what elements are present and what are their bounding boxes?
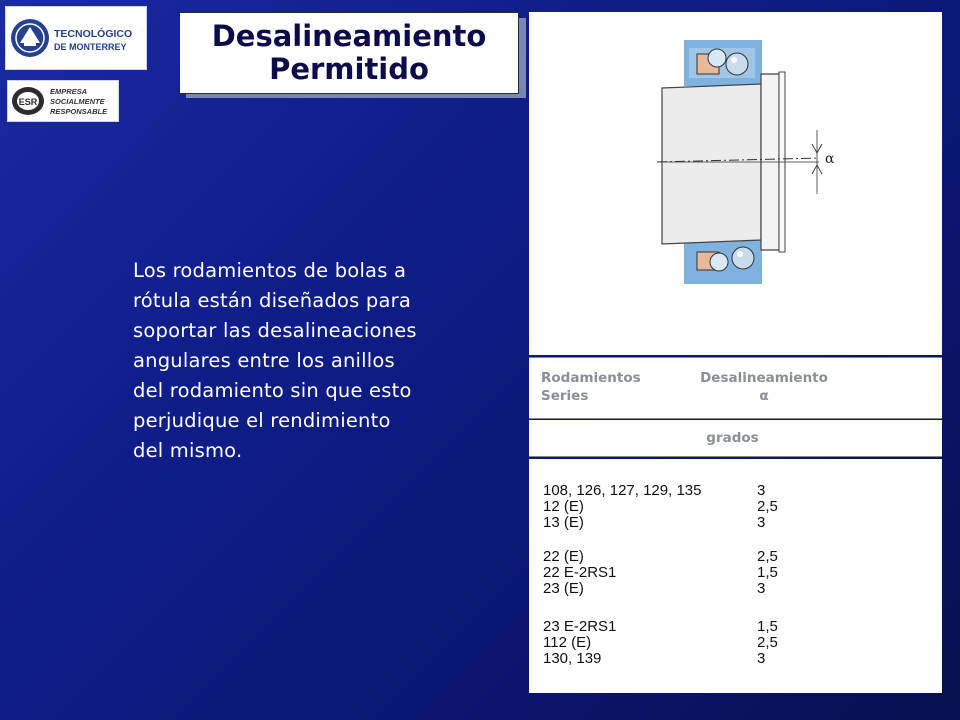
esr-line3: RESPONSABLE <box>50 107 108 116</box>
value-cell: 1,5 <box>757 618 778 635</box>
description-line: Los rodamientos de bolas a <box>133 259 407 282</box>
esr-line2: SOCIALMENTE <box>50 97 105 106</box>
series-cell: 13 (E) <box>543 514 584 531</box>
units-label: grados <box>706 430 759 446</box>
series-cell: 112 (E) <box>543 634 592 651</box>
bearing-diagram <box>529 12 942 355</box>
misalignment-table <box>529 459 942 693</box>
series-cell: 12 (E) <box>543 498 584 515</box>
header-misalignment-line2: α <box>759 388 769 404</box>
table-header <box>529 357 942 419</box>
description-line: perjudique el rendimiento <box>133 409 391 432</box>
series-cell: 108, 126, 127, 129, 135 <box>543 482 702 499</box>
series-cell: 130, 139 <box>543 650 602 667</box>
value-cell: 3 <box>757 482 766 499</box>
value-cell: 3 <box>757 650 766 667</box>
page-title-line2: Permitido <box>269 52 429 86</box>
page-title-line1: Desalineamiento <box>211 19 487 53</box>
description-text <box>133 256 493 466</box>
tec-logo-line2: DE MONTERREY <box>54 42 127 52</box>
value-cell: 3 <box>757 580 766 597</box>
header-misalignment-line1: Desalineamiento <box>700 370 828 386</box>
value-cell: 2,5 <box>757 634 778 651</box>
esr-logo <box>7 80 119 122</box>
value-cell: 3 <box>757 514 766 531</box>
esr-badge-icon <box>8 81 118 121</box>
series-cell: 22 E-2RS1 <box>543 564 617 581</box>
description-line: del rodamiento sin que esto <box>133 379 412 402</box>
series-cell: 23 (E) <box>543 580 584 597</box>
series-cell: 22 (E) <box>543 548 584 565</box>
header-series <box>541 369 641 405</box>
value-cell: 2,5 <box>757 548 778 565</box>
tec-logo-line1: TECNOLÓGICO <box>54 28 133 40</box>
header-series-line1: Rodamientos <box>541 370 641 386</box>
description-line: soportar las desalineaciones <box>133 319 417 342</box>
table-units-row <box>529 420 942 457</box>
esr-line1: EMPRESA <box>50 87 88 96</box>
tec-seal-icon <box>6 7 146 69</box>
esr-badge-text: ESR <box>18 97 38 107</box>
page-title <box>179 12 519 94</box>
series-cell: 23 E-2RS1 <box>543 618 617 635</box>
value-cell: 1,5 <box>757 564 778 581</box>
description-line: del mismo. <box>133 439 243 462</box>
description-line: angulares entre los anillos <box>133 349 395 372</box>
alpha-label: α <box>825 151 835 167</box>
tec-monterrey-logo <box>5 6 147 70</box>
header-series-line2: Series <box>541 388 589 404</box>
value-cell: 2,5 <box>757 498 778 515</box>
description-line: rótula están diseñados para <box>133 289 412 312</box>
header-misalignment <box>684 369 844 405</box>
self-aligning-bearing-icon <box>529 12 942 355</box>
